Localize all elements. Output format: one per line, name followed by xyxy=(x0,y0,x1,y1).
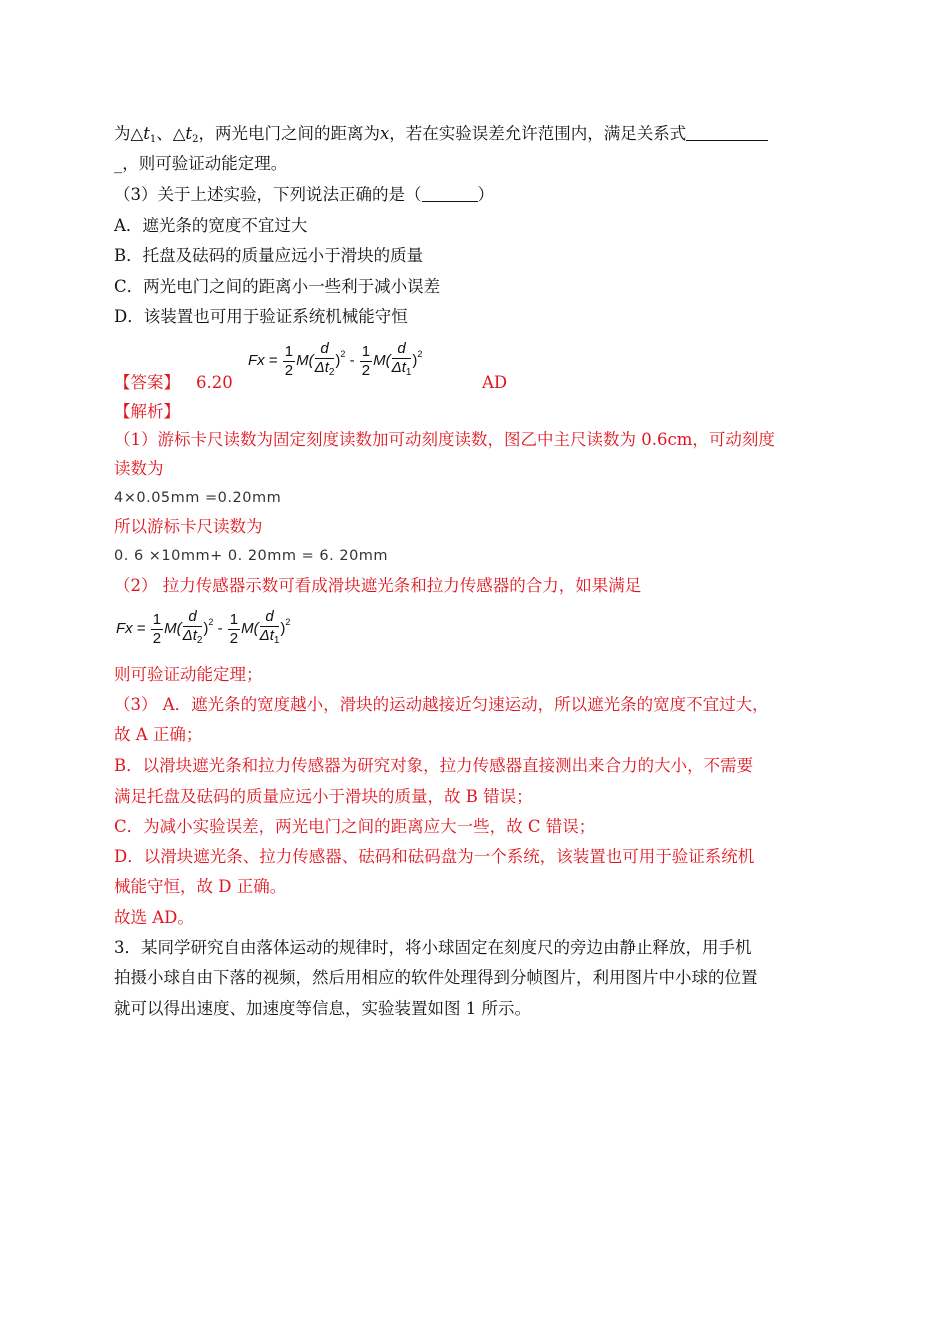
answer-value-3: AD xyxy=(482,373,508,392)
analysis-p1-line3: 所以游标卡尺读数为 xyxy=(114,517,263,536)
formula-analysis: Fx = $\frac{1}{2}$ M( $\frac{d}{\Delta t_2}$ )$^2$ - $\frac{1}{2}$ M( $\frac{d}{\Delta t_1}$ )$^2$ xyxy=(116,608,290,650)
formula-lhs: Fx xyxy=(116,619,133,637)
analysis-p2-line2: 则可验证动能定理； xyxy=(114,665,263,684)
option-c: C．两光电门之间的距离小一些利于减小误差 xyxy=(114,277,441,296)
option-d: D．该装置也可用于验证系统机械能守恒 xyxy=(114,307,408,326)
analysis-p3-line2: 故 A 正确； xyxy=(114,725,203,744)
answer-value-1: 6.20 xyxy=(196,373,233,392)
text: 为△ xyxy=(114,124,144,143)
question-next-line-2: 拍摄小球自由下落的视频，然后用相应的软件处理得到分帧图片，利用图片中小球的位置 xyxy=(114,968,758,987)
fraction-d-t1: $\frac{d}{\Delta t_1}$ xyxy=(259,608,280,646)
fraction-half: $\frac{1}{2}$ xyxy=(152,610,162,647)
formula-minus: - xyxy=(217,619,223,637)
answer-label: 【答案】 xyxy=(114,373,180,392)
text: （3）关于上述实验，下列说法正确的是（ xyxy=(114,185,422,204)
analysis-conclusion: 故选 AD。 xyxy=(114,908,194,927)
formula-mass: M( xyxy=(164,619,182,637)
formula-mass: M( xyxy=(373,351,391,369)
fraction-half: $\frac{1}{2}$ xyxy=(361,342,371,379)
text: _ xyxy=(114,154,123,173)
analysis-p3-line3: B．以滑块遮光条和拉力传感器为研究对象，拉力传感器直接测出来合力的大小，不需要 xyxy=(114,756,754,775)
analysis-p3-line1: （3） A．遮光条的宽度越小，滑块的运动越接近匀速运动，所以遮光条的宽度不宜过大， xyxy=(114,695,769,714)
analysis-p3-line6: D．以滑块遮光条、拉力传感器、砝码和砝码盘为一个系统，该装置也可用于验证系统机 xyxy=(114,847,755,866)
formula-lhs: Fx xyxy=(248,351,265,369)
answer-blank xyxy=(422,185,478,202)
t1-symbol: t xyxy=(143,124,150,143)
formula-answer: Fx = $\frac{1}{2}$ M( $\frac{d}{\Delta t_2}$ )$^2$ - $\frac{1}{2}$ M( $\frac{d}{\Delta t_1}$ )$^2$ xyxy=(248,340,422,382)
text: 、△ xyxy=(156,124,186,143)
analysis-p3-line7: 械能守恒，故 D 正确。 xyxy=(114,877,287,896)
analysis-p2-line1: （2） 拉力传感器示数可看成滑块遮光条和拉力传感器的合力，如果满足 xyxy=(114,576,642,595)
t1-subscript: 1 xyxy=(149,134,157,145)
analysis-p1-line1: （1）游标卡尺读数为固定刻度读数加可动刻度读数，图乙中主尺读数为 0.6cm，可动刻度 xyxy=(114,430,775,449)
calculation-1: 4×0.05mm =0.20mm xyxy=(114,490,282,506)
fraction-d-t1: $\frac{d}{\Delta t_1}$ xyxy=(391,340,412,378)
analysis-p3-line5: C．为减小实验误差，两光电门之间的距离应大一些，故 C 错误； xyxy=(114,817,596,836)
question-2-line-2 xyxy=(114,152,287,176)
text: ） xyxy=(477,185,494,204)
x-symbol: x xyxy=(379,124,390,143)
fraction-d-t2: $\frac{d}{\Delta t_2}$ xyxy=(182,608,203,646)
calculation-2: 0. 6 ×10mm+ 0. 20mm = 6. 20mm xyxy=(114,548,389,564)
analysis-label: 【解析】 xyxy=(114,402,180,421)
option-a: A．遮光条的宽度不宜过大 xyxy=(114,216,308,235)
fraction-half: $\frac{1}{2}$ xyxy=(229,610,239,647)
question-next-line-1: 3．某同学研究自由落体运动的规律时，将小球固定在刻度尺的旁边由静止释放，用手机 xyxy=(114,938,752,957)
fraction-d-t2: $\frac{d}{\Delta t_2}$ xyxy=(314,340,335,378)
t2-subscript: 2 xyxy=(192,134,199,145)
text: ，两光电门之间的距离为 xyxy=(198,124,380,143)
analysis-p1-line2: 读数为 xyxy=(114,459,164,478)
fraction-half: $\frac{1}{2}$ xyxy=(284,342,294,379)
formula-equals: = xyxy=(268,351,278,369)
formula-mass: M( xyxy=(241,619,259,637)
text: ，则可验证动能定理。 xyxy=(122,154,288,173)
option-b: B．托盘及砝码的质量应远小于滑块的质量 xyxy=(114,246,424,265)
question-2-line-1 xyxy=(114,122,768,152)
formula-minus: - xyxy=(349,351,355,369)
t2-symbol: t xyxy=(185,124,193,143)
analysis-p3-line4: 满足托盘及砝码的质量应远小于滑块的质量，故 B 错误； xyxy=(114,787,533,806)
answer-blank xyxy=(686,124,768,141)
formula-mass: M( xyxy=(296,351,314,369)
question-3-stem xyxy=(114,183,494,207)
question-next-line-3: 就可以得出速度、加速度等信息，实验装置如图 1 所示。 xyxy=(114,999,531,1018)
text: ，若在实验误差允许范围内，满足关系式 xyxy=(389,124,687,143)
formula-equals: = xyxy=(136,619,146,637)
